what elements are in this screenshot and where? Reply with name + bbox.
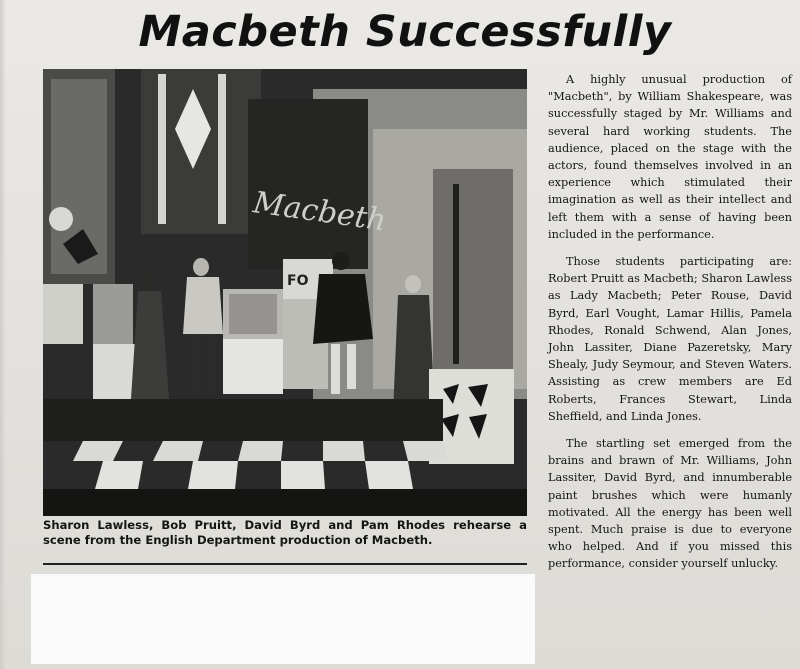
blank-area xyxy=(31,574,535,664)
sign-text: FO xyxy=(287,273,309,289)
article-paragraph: A highly unusual production of "Macbeth", by William Shakespeare, was successfully staged by Mr. Williams and several hard working students. The audience, placed on the stage with the actors, found themselves involved in an experience which stimulated their imagination as well as their intellect and left them with a sense of having been included in the performance. xyxy=(548,73,792,241)
caption-rule xyxy=(43,563,527,565)
photo-caption: Sharon Lawless, Bob Pruitt, David Byrd and Pam Rhodes rehearse a scene from the English Department production of Macbeth. xyxy=(43,518,527,547)
banner-text: Macbeth xyxy=(250,185,389,239)
stage-photo-illustration xyxy=(43,69,527,516)
headline: Macbeth Successfully xyxy=(138,7,672,57)
article-body xyxy=(548,71,792,583)
article-paragraph: The startling set emerged from the brains and brawn of Mr. Williams, John Lassiter, David Byrd, and innumberable paint brushes which were humanly motivated. All the energy has been well spent. Much praise is due to everyone who helped. And if you missed this performance, consider yourself unlucky. xyxy=(548,437,792,571)
paper-edge-shadow xyxy=(0,0,6,669)
article-paragraph: Those students participating are: Robert Pruitt as Macbeth; Sharon Lawless as Lady Macbeth; Peter Rouse, David Byrd, Earl Vought, Lamar Hillis, Pamela Rhodes, Ronald Schwend, Alan Jones, John Lassiter, Diane Pazeretsky, Mary Shealy, Judy Seymour, and Steven Waters. Assisting as crew members are Ed Roberts, Frances Stewart, Linda Sheffield, and Linda Jones. xyxy=(548,255,792,423)
stage-photo xyxy=(43,69,527,516)
